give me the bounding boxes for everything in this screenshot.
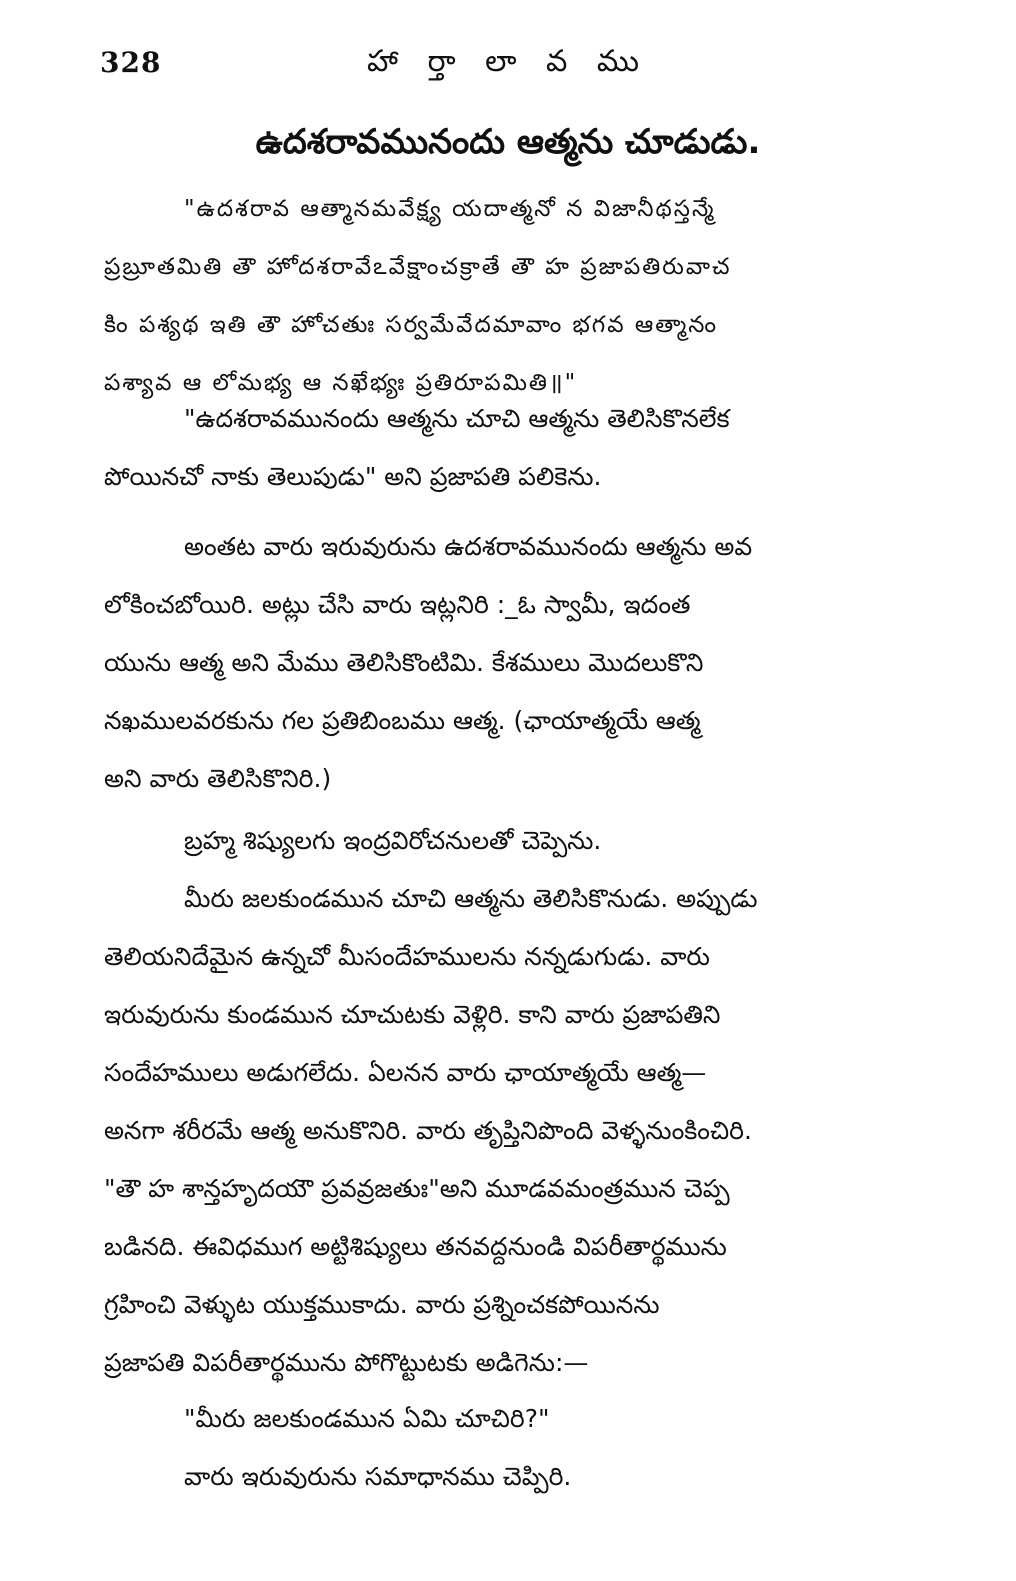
section-title: ఉదశరావమునందు ఆత్మను చూడుడు.: [255, 122, 761, 162]
text-line: అంతట వారు ఇరువురును ఉదశరావమునందు ఆత్మను అవ: [184, 532, 753, 561]
text-line: కిం పశ్యథ ఇతి తౌ హోచతుః సర్వమేవేదమావాం భగవ ఆత్మానం: [104, 312, 719, 338]
text-line: "ఉదశరావ ఆత్మానమవేక్ష్య యదాత్మనో న విజానీథస్తన్మే: [184, 196, 716, 222]
page-number: 328: [100, 46, 162, 79]
text-line: ప్రజాపతి విపరీతార్థమును పోగొట్టుటకు అడిగెను:—: [104, 1348, 589, 1377]
text-line: బడినది. ఈవిధముగ అట్టిశిష్యులు తనవద్దనుండి విపరీతార్థమును: [104, 1232, 727, 1261]
sanskrit-verse: [104, 180, 934, 412]
text-line: ప్రబ్రూతమితి తౌ హోదశరావేఽవేక్షాంచక్రాతే తౌ హ ప్రజాపతిరువాచ: [104, 254, 732, 280]
text-line: "మీరు జలకుండమున ఏమి చూచిరి?": [184, 1404, 550, 1433]
text-line: నఖములవరకును గల ప్రతిబింబము ఆత్మ. (ఛాయాత్మయే ఆత్మ: [104, 706, 701, 735]
text-line: పోయినచో నాకు తెలుపుడు" అని ప్రజాపతి పలికెను.: [104, 462, 602, 491]
page-header: [0, 44, 1016, 94]
text-line: గ్రహించి వెళ్ళుట యుక్తముకాదు. వారు ప్రశ్నించకపోయినను: [104, 1290, 660, 1319]
translation-paragraph: [104, 390, 934, 506]
text-line: బ్రహ్మ శిష్యులగు ఇంద్రవిరోచనులతో చెప్పెను.: [184, 826, 602, 855]
text-line: ఇరువురును కుండమున చూచుటకు వెళ్లిరి. కాని వారు ప్రజాపతిని: [104, 1000, 721, 1029]
text-line: "తౌ హ శాన్తహృదయౌ ప్రవవ్రజతుః"అని మూడవమంత్రమున చెప్ప: [104, 1174, 730, 1203]
text-line: లోకించబోయిరి. అట్లు చేసి వారు ఇట్లనిరి :_ఓ స్వామీ, ఇదంత: [104, 590, 691, 619]
text-line: మీరు జలకుండమున చూచి ఆత్మను తెలిసికొనుడు. అప్పుడు: [184, 884, 758, 913]
text-line: యును ఆత్మ అని మేము తెలిసికొంటిమి. కేశములు మొదలుకొని: [104, 648, 704, 677]
narrative-paragraph: [104, 518, 934, 808]
text-line: సందేహములు అడుగలేదు. ఏలనన వారు ఛాయాత్మయే ఆత్మ—: [104, 1058, 707, 1087]
text-line: అనగా శరీరమే ఆత్మ అనుకొనిరి. వారు తృప్తినిపొంది వెళ్ళనుంకించిరి.: [104, 1116, 752, 1145]
text-line: "ఉదశరావమునందు ఆత్మను చూచి ఆత్మను తెలిసికొనలేక: [184, 404, 730, 433]
text-line: తెలియనిదేమైన ఉన్నచో మీసందేహములను నన్నడుగుడు. వారు: [104, 942, 710, 971]
text-line: పశ్యావ ఆ లోమభ్య ఆ నఖేభ్యః ప్రతిరూపమితి॥": [104, 370, 578, 396]
running-head: హా ర్తా లా వ ము: [366, 44, 650, 79]
text-line: అని వారు తెలిసికొనిరి.): [104, 764, 332, 793]
text-line: వారు ఇరువురును సమాధానము చెప్పిరి.: [184, 1462, 572, 1491]
dialogue-paragraph: [104, 1390, 934, 1506]
narrative-paragraph: [104, 812, 934, 1392]
